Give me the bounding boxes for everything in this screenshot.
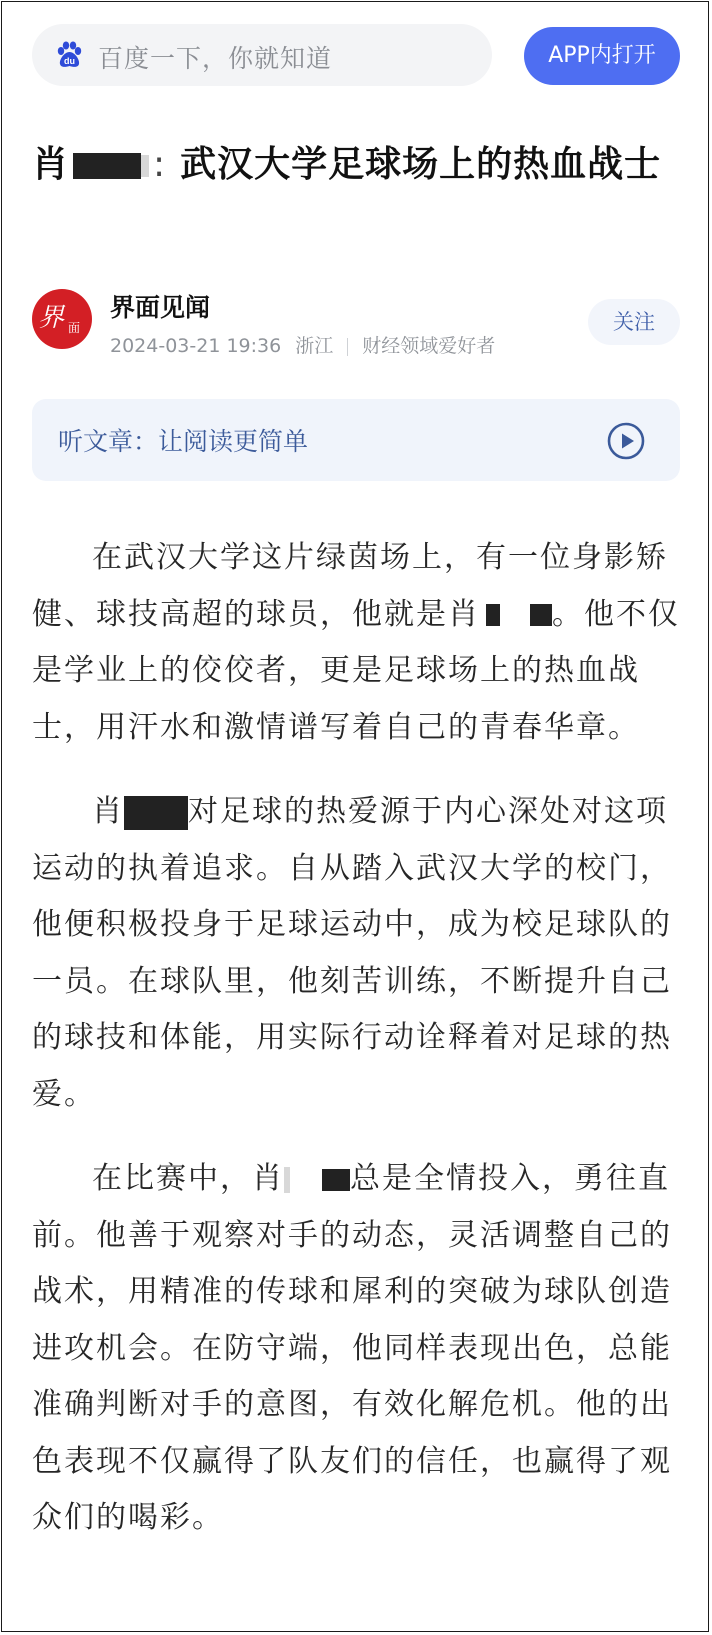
search-placeholder: 百度一下，你就知道 [98,44,333,73]
open-in-app-button[interactable]: APP内打开 [524,27,680,85]
article-body [32,530,682,1575]
article-paragraph [32,1151,682,1547]
redacted-name [322,1169,350,1191]
article-paragraph [32,784,682,1123]
title-colon: : [153,144,167,185]
listen-article-card[interactable] [32,399,680,481]
publish-location: 浙江 [295,335,334,357]
paragraph-text: 肖 [92,794,124,829]
article-meta [110,331,495,358]
redacted-name [486,604,500,626]
search-box[interactable] [32,24,492,86]
paragraph-text: 在武汉大学这片绿茵场上，有一位身影矫健、球技高超的球员，他就是肖 [32,540,668,632]
play-circle-icon[interactable] [606,421,646,461]
redacted-name [284,1167,290,1193]
redacted-name [124,796,188,830]
follow-button[interactable]: 关注 [588,299,680,345]
top-bar [32,24,680,86]
author-name[interactable]: 界面见闻 [110,293,211,322]
svg-text:du: du [64,56,75,66]
author-avatar[interactable] [32,289,92,349]
paragraph-text: 。他不仅是学业上的佼佼者，更是足球场上的热血战士，用汗水和激情谱写着自己的青春华章。 [32,596,680,745]
redacted-name-edge [141,155,149,177]
article-title [32,135,680,195]
baidu-paw-icon [54,40,84,70]
listen-label: 听文章：让阅读更简单 [58,427,309,456]
avatar-char-2: 面 [68,321,81,335]
avatar-char-1: 界 [38,303,65,333]
author-tag: 财经领域爱好者 [362,335,496,357]
publish-date: 2024-03-21 19:36 [110,335,282,357]
paragraph-text: 总是全情投入，勇往直前。他善于观察对手的动态，灵活调整自己的战术，用精准的传球和犀利的突破为球队创造进攻机会。在防守端，他同样表现出色，总能准确判断对手的意图，有效化解危机。他的出色表现不仅赢得了队友们的信任，也赢得了观众们的喝彩。 [32,1161,672,1535]
title-prefix: 肖 [32,144,70,185]
meta-divider [347,338,348,356]
paragraph-text: 在比赛中，肖 [92,1161,284,1196]
title-main: 武汉大学足球场上的热血战士 [180,144,662,185]
redacted-name [73,153,141,179]
paragraph-text: 对足球的热爱源于内心深处对这项运动的执着追求。自从踏入武汉大学的校门，他便积极投身于足球运动中，成为校足球队的一员。在球队里，他刻苦训练，不断提升自己的球技和体能，用实际行动诠释着对足球的热爱。 [32,794,672,1112]
article-paragraph [32,530,682,756]
redacted-name [530,604,552,626]
